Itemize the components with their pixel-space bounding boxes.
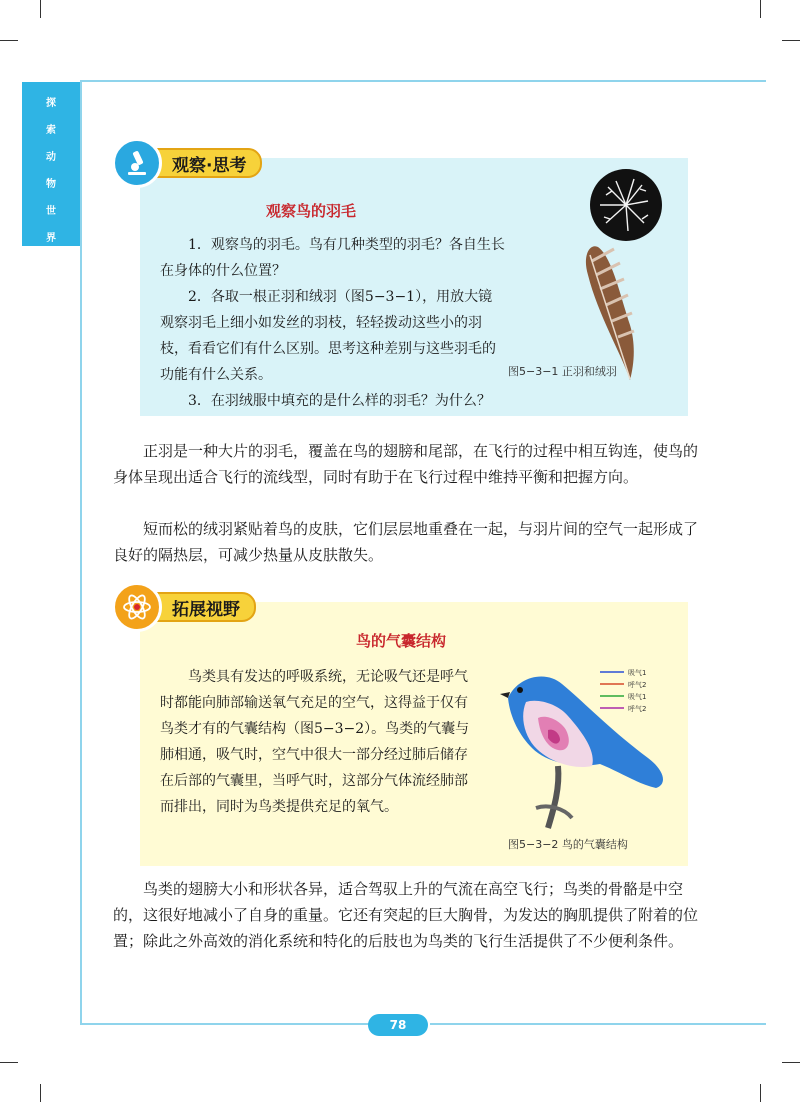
bird-air-sac-illustration bbox=[488, 658, 678, 836]
figure-caption-air-sac: 图5−3−2 鸟的气囊结构 bbox=[508, 838, 628, 851]
crop-mark bbox=[782, 1062, 800, 1063]
legend-label: 吸气1 bbox=[628, 693, 647, 701]
page-frame-top bbox=[80, 80, 766, 82]
expand-title: 鸟的气囊结构 bbox=[356, 632, 447, 650]
question-1: 1．观察鸟的羽毛。鸟有几种类型的羽毛？各自生长在身体的什么位置？ bbox=[160, 237, 505, 279]
page-frame-left bbox=[80, 80, 82, 1025]
side-tab-char: 探 bbox=[46, 98, 56, 109]
air-sac-paragraph bbox=[160, 664, 480, 820]
body-paragraph bbox=[113, 876, 698, 954]
legend-label: 呼气2 bbox=[628, 705, 647, 713]
microscope-icon bbox=[112, 138, 162, 188]
expand-view-badge bbox=[112, 582, 256, 632]
paragraph-text: 鸟类具有发达的呼吸系统，无论吸气还是呼气时都能向肺部输送氧气充足的空气，这得益于仅有鸟类才有的气囊结构（图5−3−2）。鸟类的气囊与肺相通，吸气时，空气中很大一部分经过肺后储存在后部的气囊里，当呼气时，这部分气体流经肺部而排出，同时为鸟类提供充足的氧气。 bbox=[160, 669, 470, 815]
crop-mark bbox=[0, 40, 18, 41]
chapter-side-tab bbox=[22, 82, 80, 246]
expand-view-label: 拓展视野 bbox=[150, 592, 256, 622]
page-number: 78 bbox=[368, 1014, 428, 1036]
question-2: 2．各取一根正羽和绒羽（图5−3−1），用放大镜观察羽毛上细小如发丝的羽枝，轻轻拨动这些小的羽枝，看看它们有什么区别。思考这种差别与这些羽毛的功能有什么关系。 bbox=[160, 289, 496, 383]
question-3: 3．在羽绒服中填充的是什么样的羽毛？为什么？ bbox=[188, 393, 491, 409]
figure-caption-feathers: 图5−3−1 正羽和绒羽 bbox=[508, 365, 617, 378]
side-tab-char: 世 bbox=[46, 206, 56, 217]
paragraph-text: 正羽是一种大片的羽毛，覆盖在鸟的翅膀和尾部，在飞行的过程中相互钩连，使鸟的身体呈现出适合飞行的流线型，同时有助于在飞行过程中维持平衡和把握方向。 bbox=[113, 442, 699, 486]
page-frame-bottom bbox=[80, 1023, 370, 1025]
paragraph-text: 鸟类的翅膀大小和形状各异，适合驾驭上升的气流在高空飞行；鸟类的骨骼是中空的，这很好地减小了自身的重量。它还有突起的巨大胸骨，为发达的胸肌提供了附着的位置；除此之外高效的消化系统和特化的后肢也为鸟类的飞行生活提供了不少便利条件。 bbox=[113, 880, 699, 950]
side-tab-char: 界 bbox=[46, 233, 56, 244]
body-paragraph bbox=[113, 516, 698, 568]
observe-title: 观察鸟的羽毛 bbox=[266, 202, 357, 220]
legend-label: 呼气2 bbox=[628, 681, 647, 689]
observe-think-label: 观察·思考 bbox=[150, 148, 262, 178]
crop-mark bbox=[782, 40, 800, 41]
legend-label: 吸气1 bbox=[628, 669, 647, 677]
side-tab-char: 动 bbox=[46, 152, 56, 163]
crop-mark bbox=[760, 1084, 761, 1102]
crop-mark bbox=[40, 1084, 41, 1102]
observe-think-badge bbox=[112, 138, 262, 188]
body-paragraph bbox=[113, 438, 698, 490]
paragraph-text: 短而松的绒羽紧贴着鸟的皮肤，它们层层地重叠在一起，与羽片间的空气一起形成了良好的隔热层，可减少热量从皮肤散失。 bbox=[113, 520, 699, 564]
side-tab-char: 物 bbox=[46, 179, 56, 190]
atom-icon bbox=[112, 582, 162, 632]
side-tab-char: 索 bbox=[46, 125, 56, 136]
feather-illustration bbox=[568, 165, 678, 385]
crop-mark bbox=[40, 0, 41, 18]
crop-mark bbox=[760, 0, 761, 18]
page-frame-bottom bbox=[430, 1023, 766, 1025]
crop-mark bbox=[0, 1062, 18, 1063]
